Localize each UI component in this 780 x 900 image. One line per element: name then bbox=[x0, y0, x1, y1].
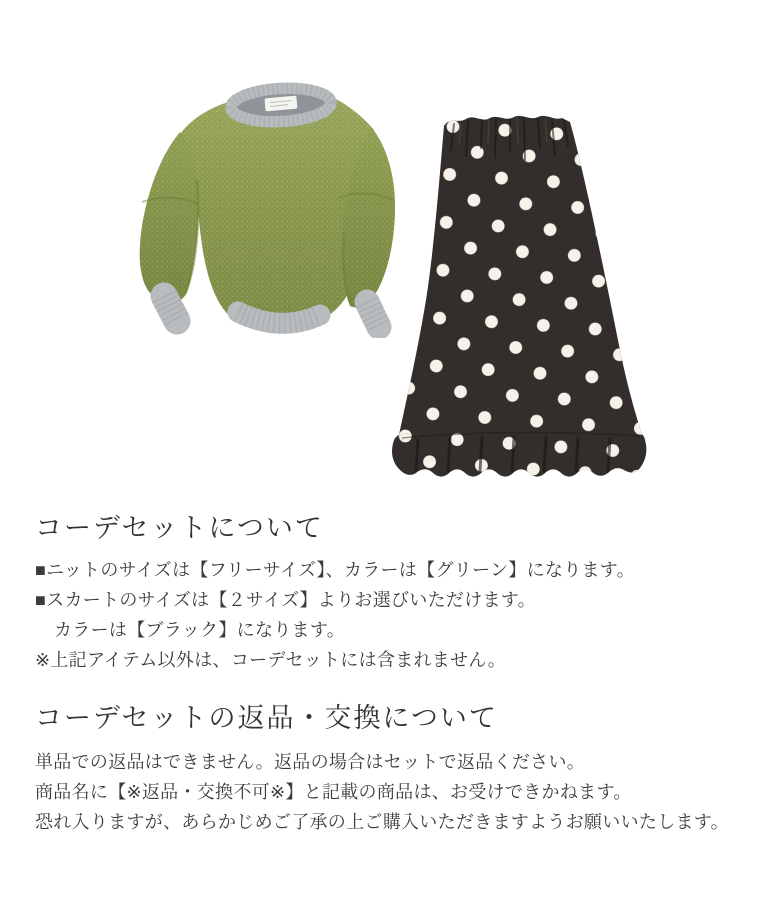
about-set-heading: コーデセットについて bbox=[35, 513, 324, 543]
about-line-knit-size: ■ニットのサイズは【フリーサイズ】、カラーは【グリーン】になります。 bbox=[35, 560, 635, 580]
black-polka-dot-skirt-image bbox=[388, 110, 653, 482]
about-line-skirt-size: ■スカートのサイズは【２サイズ】よりお選びいただけます。 bbox=[35, 590, 536, 610]
about-line-skirt-color: カラーは【ブラック】になります。 bbox=[54, 620, 345, 640]
about-line-note: ※上記アイテム以外は、コーデセットには含まれません。 bbox=[35, 650, 507, 670]
about-set-text bbox=[35, 555, 635, 675]
green-knit-sweater-image bbox=[136, 80, 398, 338]
returns-line-apology: 恐れ入りますが、あらかじめご了承の上ご購入いただきますようお願いいたします。 bbox=[35, 812, 729, 832]
returns-heading: コーデセットの返品・交換について bbox=[35, 703, 498, 733]
returns-line-not-accepted: 商品名に【※返品・交換不可※】と記載の商品は、お受けできかねます。 bbox=[35, 782, 632, 802]
returns-line-set-only: 単品での返品はできません。返品の場合はセットで返品ください。 bbox=[35, 752, 586, 772]
returns-text bbox=[35, 747, 729, 837]
